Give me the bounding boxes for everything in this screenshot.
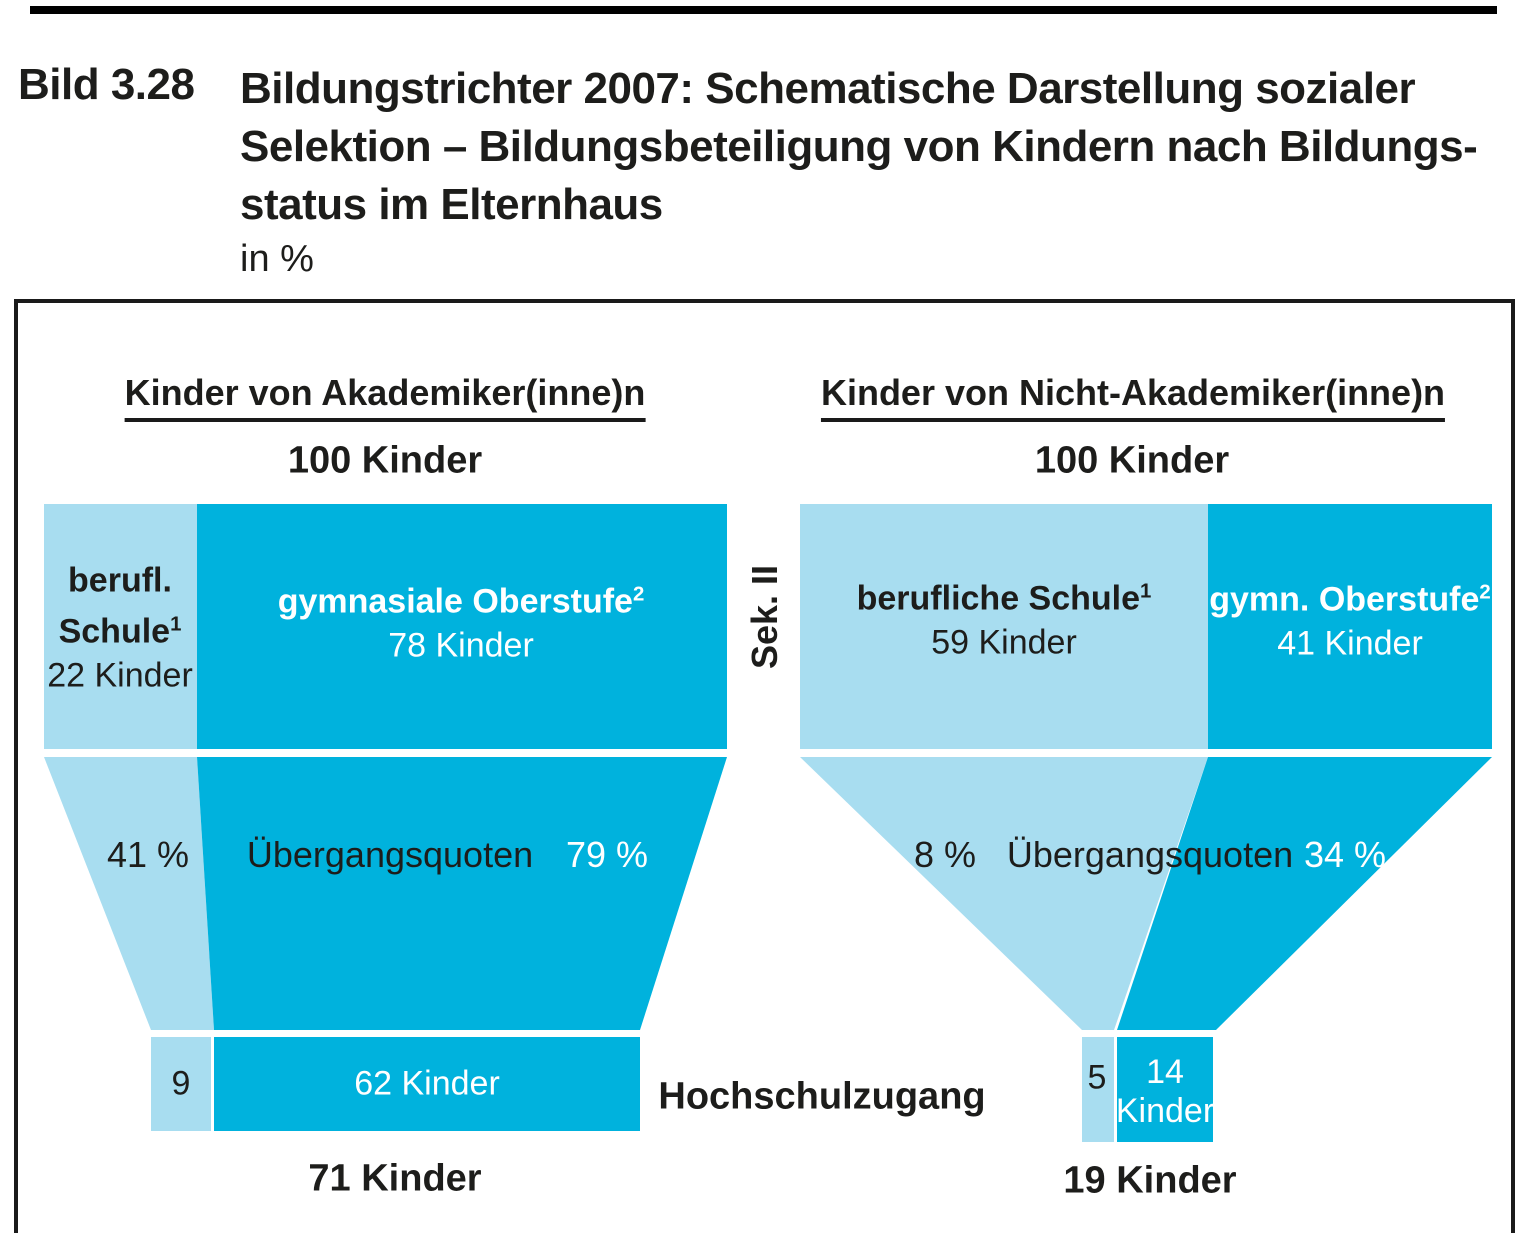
- stage-label-sek-ii: Sek. II: [744, 564, 785, 670]
- left-dark-block-label: gymnasiale Oberstufe$^2$ 78 Kinder: [278, 572, 645, 667]
- left-transition-gymnasiale-oberstufe-trapezoid: [197, 757, 727, 1030]
- left-light-block-value: 22 Kinder: [47, 656, 193, 695]
- left-dark-block-value: 78 Kinder: [388, 626, 534, 665]
- figure-title-line1: Bildungstrichter 2007: Schematische Darstellung sozialer: [240, 64, 1416, 113]
- left-total-bottom: 71 Kinder: [308, 1157, 482, 1200]
- footnote-marker-1: 1: [170, 613, 182, 636]
- figure-title-line3: status im Elternhaus: [240, 180, 663, 229]
- right-light-block-value: 59 Kinder: [931, 623, 1077, 662]
- footnote-marker-2: 2: [1479, 581, 1491, 604]
- right-total-bottom: 19 Kinder: [1063, 1159, 1237, 1202]
- right-funnel-heading: Kinder von Nicht-Akademiker(inne)n: [821, 372, 1445, 422]
- footnote-marker-1: 1: [1140, 580, 1152, 603]
- left-dark-rate: 79 %: [565, 834, 649, 875]
- right-bottom-dark-value: 14 Kinder: [1115, 1053, 1215, 1130]
- left-light-block-label: berufl. Schule$^1$ 22 Kinder: [47, 558, 193, 697]
- right-total-top: 100 Kinder: [1034, 439, 1230, 482]
- right-transition-label: Übergangsquoten: [1006, 834, 1294, 875]
- left-bottom-dark-value: 62 Kinder: [354, 1064, 500, 1103]
- left-transition-berufliche-schule-trapezoid: [44, 757, 214, 1030]
- left-funnel-heading: Kinder von Akademiker(inne)n: [125, 372, 646, 422]
- left-total-top: 100 Kinder: [287, 439, 483, 482]
- right-light-block-label: berufliche Schule$^1$ 59 Kinder: [857, 569, 1152, 664]
- figure-title-line2: Selektion – Bildungsbeteiligung von Kindern nach Bildungs-: [240, 122, 1478, 171]
- right-dark-rate: 34 %: [1303, 834, 1387, 875]
- left-bottom-light-value: 9: [171, 1064, 191, 1103]
- stage-label-hochschulzugang: Hochschulzugang: [658, 1075, 986, 1118]
- right-light-rate: 8 %: [913, 834, 977, 875]
- left-light-rate: 41 %: [106, 834, 190, 875]
- right-dark-block-label: gymn. Oberstufe$^2$ 41 Kinder: [1209, 570, 1491, 665]
- footnote-marker-2: 2: [632, 583, 645, 606]
- figure-number: Bild 3.28: [18, 60, 195, 109]
- figure-unit: in %: [240, 238, 314, 280]
- left-transition-label: Übergangsquoten: [246, 834, 534, 875]
- right-bottom-light-value: 5: [1087, 1058, 1107, 1097]
- right-dark-block-value: 41 Kinder: [1277, 624, 1423, 663]
